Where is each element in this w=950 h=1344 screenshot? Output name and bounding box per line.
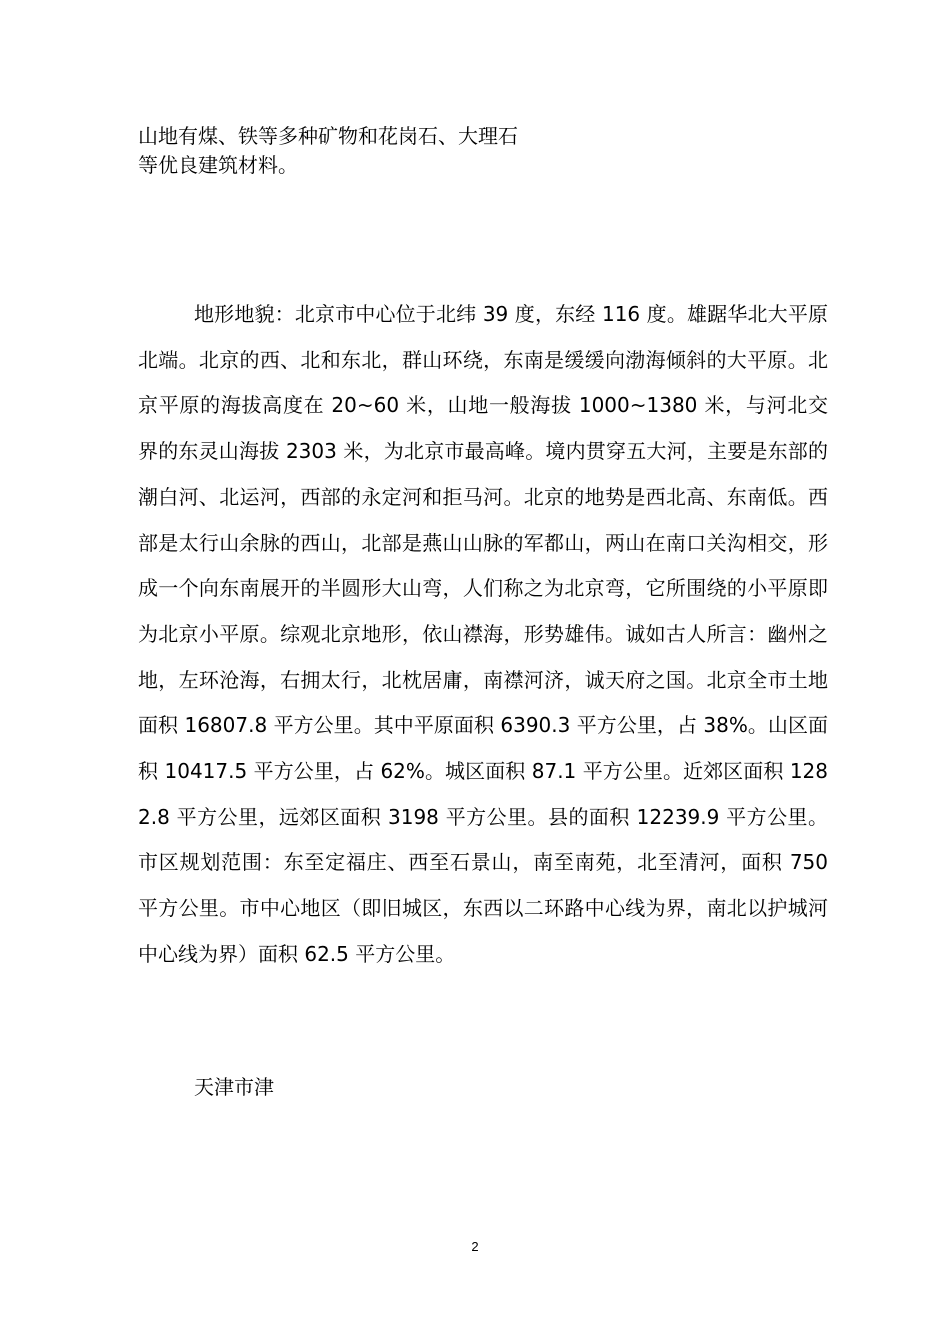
next-section-heading: 天津市津	[194, 1075, 274, 1099]
terrain-paragraph: 地形地貌：北京市中心位于北纬 39 度，东经 116 度。雄踞华北大平原北端。北京的西、北和东北，群山环绕，东南是缓缓向渤海倾斜的大平原。北京平原的海拔高度在 20~60 米，山地一般海拔 1000~1380 米，与河北交界的东灵山海拔 2303 米，为北京市最高峰。境内贯穿五大河，主要是东部的潮白河、北运河，西部的永定河和拒马河。北京的地势是西北高、东南低。西部是太行山余脉的西山，北部是燕山山脉的军都山，两山在南口关沟相交，形成一个向东南展开的半圆形大山弯，人们称之为北京弯，它所围绕的小平原即为北京小平原。综观北京地形，依山襟海，形势雄伟。诚如古人所言：幽州之地，左环沧海，右拥太行，北枕居庸，南襟河济，诚天府之国。北京全市土地面积 16807.8 平方公里。其中平原面积 6390.3 平方公里，占 38%。山区面积 10417.5 平方公里，占 62%。城区面积 87.1 平方公里。近郊区面积 1282.8 平方公里，远郊区面积 3198 平方公里。县的面积 12239.9 平方公里。市区规划范围：东至定福庄、西至石景山，南至南苑，北至清河，面积 750 平方公里。市中心地区（即旧城区，东西以二环路中心线为界，南北以护城河中心线为界）面积 62.5 平方公里。	[138, 302, 828, 966]
intro-text-block	[138, 122, 838, 180]
page-number: 2	[471, 1239, 479, 1254]
intro-line-2: 等优良建筑材料。	[138, 153, 298, 177]
intro-line-1: 山地有煤、铁等多种矿物和花岗石、大理石	[138, 124, 518, 148]
